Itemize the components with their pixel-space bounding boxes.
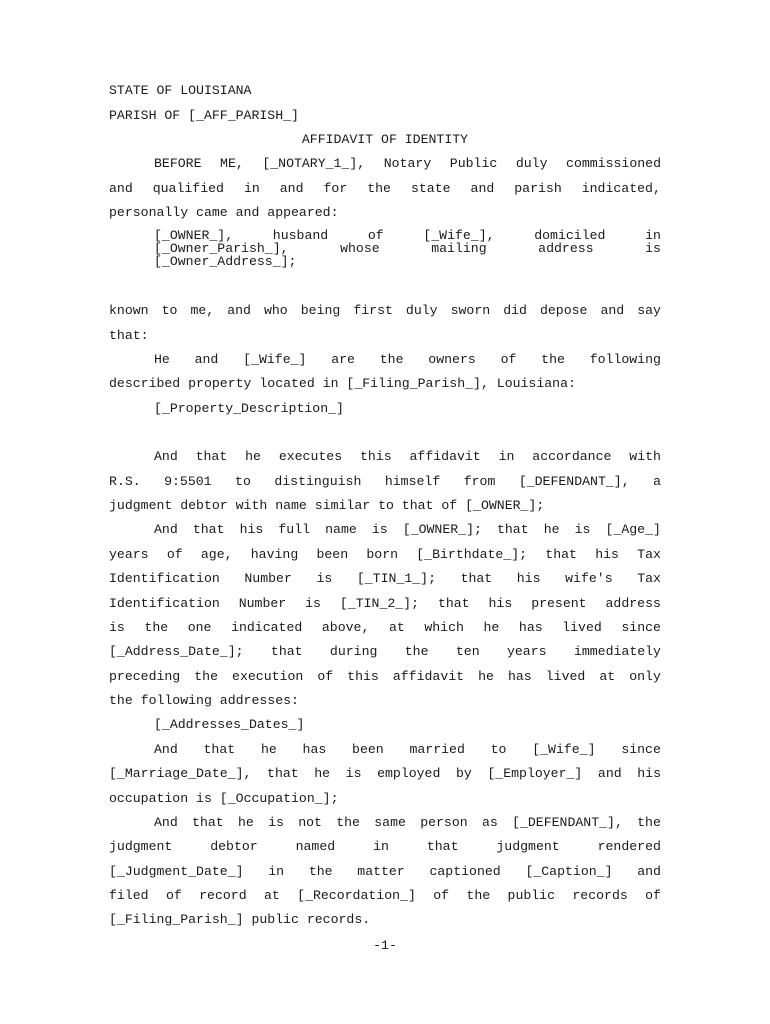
- word: his: [595, 547, 619, 562]
- word: accordance: [532, 449, 612, 464]
- word: say: [637, 303, 661, 318]
- word: since: [621, 620, 661, 635]
- paragraph-line: [109, 181, 661, 197]
- word: rendered: [597, 839, 661, 854]
- word: he: [483, 620, 500, 635]
- word: [_Marriage_Date_],: [109, 766, 252, 781]
- word: his: [488, 596, 513, 611]
- word: in: [243, 181, 260, 196]
- word: and: [227, 303, 251, 318]
- word: of: [317, 669, 334, 684]
- paragraph-line: [109, 669, 661, 685]
- word: ten: [455, 644, 480, 659]
- word: lived: [545, 669, 586, 684]
- word: 9:5501: [164, 474, 212, 489]
- word: Public: [449, 156, 498, 171]
- word: depose: [539, 303, 588, 318]
- word: address: [538, 241, 594, 256]
- word: by: [455, 766, 472, 781]
- word: the: [144, 620, 169, 635]
- word: has: [302, 742, 327, 757]
- word: person: [420, 815, 468, 830]
- word: name: [325, 522, 357, 537]
- word: been: [316, 547, 349, 562]
- word: is: [305, 596, 321, 611]
- word: that: [192, 522, 225, 537]
- word: executes: [278, 449, 343, 464]
- word: in: [373, 839, 389, 854]
- word: one: [187, 620, 212, 635]
- word: to: [490, 742, 507, 757]
- word: is: [268, 815, 284, 830]
- word: Number: [238, 596, 287, 611]
- word: present: [531, 596, 587, 611]
- word: execution: [232, 669, 304, 684]
- word: that: [426, 839, 459, 854]
- word: that: [437, 596, 470, 611]
- word: whose: [340, 241, 380, 256]
- word: husband: [272, 228, 329, 243]
- word: did: [503, 303, 527, 318]
- paragraph-line: [109, 766, 661, 782]
- word: indicated: [231, 620, 303, 635]
- word: years: [506, 644, 547, 659]
- paragraph-line: [109, 864, 661, 880]
- word: he: [478, 669, 494, 684]
- word: and: [470, 181, 495, 196]
- word: [_Wife_],: [423, 228, 495, 243]
- word: has: [507, 669, 532, 684]
- word: the: [541, 352, 565, 367]
- paragraph-line: [154, 449, 661, 465]
- word: that: [267, 766, 299, 781]
- word: matter: [357, 864, 405, 879]
- word: is: [371, 522, 388, 537]
- word: [_TIN_2_];: [339, 596, 420, 611]
- word: he: [237, 815, 254, 830]
- word: full: [278, 522, 311, 537]
- word: for: [323, 181, 348, 196]
- word: [_OWNER_];: [402, 522, 482, 537]
- state-heading: STATE OF LOUISIANA: [109, 83, 252, 98]
- paragraph-line: described property located in [_Filing_Parish_], Louisiana:: [109, 376, 576, 391]
- word: his: [239, 522, 264, 537]
- word: record: [199, 888, 247, 903]
- paragraph-line: [109, 571, 661, 587]
- word: who: [263, 303, 288, 318]
- word: having: [250, 547, 299, 562]
- word: that: [460, 571, 493, 586]
- document-title: AFFIDAVIT OF IDENTITY: [301, 132, 469, 147]
- word: lived: [562, 620, 602, 635]
- paragraph-line: [109, 620, 661, 636]
- word: first: [353, 303, 393, 318]
- word: Identification: [109, 571, 220, 586]
- word: distinguish: [274, 474, 362, 489]
- word: are: [331, 352, 355, 367]
- word: owners: [428, 352, 476, 367]
- word: at: [599, 669, 616, 684]
- word: that: [545, 547, 577, 562]
- word: since: [621, 742, 661, 757]
- word: [_Employer_]: [487, 766, 583, 781]
- word: to: [161, 303, 178, 318]
- paragraph-line: that:: [109, 328, 149, 343]
- word: debtor: [210, 839, 258, 854]
- word: And: [154, 815, 178, 830]
- paragraph-line: [109, 596, 661, 612]
- word: [_NOTARY_1_],: [262, 156, 366, 171]
- word: been: [352, 742, 384, 757]
- paragraph-line: [109, 303, 661, 319]
- word: parish: [514, 181, 562, 196]
- word: the: [466, 888, 491, 903]
- word: records: [572, 888, 628, 903]
- word: and: [600, 303, 625, 318]
- paragraph-line: [109, 474, 661, 490]
- word: following: [589, 352, 661, 367]
- owner-block-line: [_Owner_Address_];: [154, 254, 297, 269]
- word: is: [316, 571, 333, 586]
- word: public: [507, 888, 556, 903]
- word: in: [645, 228, 661, 243]
- word: wife's: [565, 571, 613, 586]
- word: BEFORE: [154, 156, 202, 171]
- word: Identification: [109, 596, 220, 611]
- word: and: [109, 181, 133, 196]
- word: address: [605, 596, 661, 611]
- paragraph-line: [154, 156, 661, 172]
- word: in: [498, 449, 515, 464]
- word: is: [645, 241, 661, 256]
- word: of: [166, 547, 183, 562]
- word: known: [109, 303, 149, 318]
- word: has: [518, 620, 543, 635]
- word: born: [366, 547, 399, 562]
- word: [_Address_Date_];: [109, 644, 244, 659]
- word: captioned: [429, 864, 501, 879]
- paragraph-line: occupation is [_Occupation_];: [109, 791, 339, 806]
- word: is: [345, 766, 362, 781]
- word: himself: [384, 474, 441, 489]
- word: [_Owner_Parish_],: [154, 241, 289, 256]
- word: that: [496, 522, 529, 537]
- word: [_TIN_1_];: [356, 571, 436, 586]
- word: and: [637, 864, 661, 879]
- word: Tax: [637, 547, 661, 562]
- word: not: [298, 815, 322, 830]
- paragraph-line: [154, 742, 661, 758]
- word: judgment: [496, 839, 560, 854]
- word: and: [597, 766, 622, 781]
- word: affidavit: [409, 449, 481, 464]
- word: he: [245, 449, 261, 464]
- word: as: [481, 815, 498, 830]
- word: the: [379, 352, 404, 367]
- word: is: [109, 620, 125, 635]
- word: And: [154, 742, 178, 757]
- word: which: [424, 620, 464, 635]
- word: judgment: [109, 839, 173, 854]
- word: same: [374, 815, 406, 830]
- paragraph-line: [109, 839, 661, 855]
- word: And: [154, 522, 178, 537]
- paragraph-line: [154, 815, 661, 831]
- paragraph-line: [154, 522, 661, 538]
- word: that: [270, 644, 303, 659]
- word: at: [388, 620, 405, 635]
- word: state: [410, 181, 451, 196]
- word: [_Wife_]: [243, 352, 307, 367]
- paragraph-line: [109, 888, 661, 904]
- word: is: [574, 522, 591, 537]
- word: preceding: [109, 669, 181, 684]
- word: of: [645, 888, 661, 903]
- property-description: [_Property_Description_]: [154, 401, 344, 416]
- word: commissioned: [566, 156, 661, 171]
- word: qualified: [152, 181, 224, 196]
- paragraph-line: [109, 547, 661, 563]
- word: named: [295, 839, 336, 854]
- word: [_Birthdate_];: [416, 547, 528, 562]
- word: the: [637, 815, 661, 830]
- addresses-dates: [_Addresses_Dates_]: [154, 717, 305, 732]
- word: immediately: [573, 644, 661, 659]
- word: with: [629, 449, 661, 464]
- word: he: [543, 522, 560, 537]
- word: his: [637, 766, 661, 781]
- word: Number: [244, 571, 292, 586]
- word: [_Judgment_Date_]: [109, 864, 244, 879]
- word: this: [347, 669, 379, 684]
- word: of: [433, 888, 450, 903]
- word: of: [500, 352, 517, 367]
- word: the: [367, 181, 391, 196]
- paragraph-line: judgment debtor with name similar to that of [_OWNER_];: [109, 498, 545, 513]
- word: He: [154, 352, 170, 367]
- word: and: [279, 181, 304, 196]
- word: Tax: [637, 571, 661, 586]
- word: the: [194, 669, 219, 684]
- word: age,: [200, 547, 233, 562]
- page-number: -1-: [373, 938, 397, 953]
- word: he: [260, 742, 277, 757]
- word: above,: [321, 620, 370, 635]
- word: he: [314, 766, 331, 781]
- word: mailing: [431, 241, 487, 256]
- paragraph-line: personally came and appeared:: [109, 205, 339, 220]
- word: affidavit: [392, 669, 465, 684]
- word: indicated,: [581, 181, 661, 196]
- word: in: [268, 864, 285, 879]
- word: [_Age_]: [605, 522, 661, 537]
- word: [_Wife_]: [532, 742, 596, 757]
- word: of: [165, 888, 182, 903]
- word: duly: [515, 156, 548, 171]
- word: married: [409, 742, 465, 757]
- word: during: [329, 644, 378, 659]
- word: me,: [190, 303, 215, 318]
- word: domiciled: [534, 228, 606, 243]
- word: this: [359, 449, 392, 464]
- word: duly: [405, 303, 438, 318]
- word: [_Caption_]: [525, 864, 613, 879]
- word: And: [154, 449, 178, 464]
- word: ME,: [220, 156, 244, 171]
- word: his: [516, 571, 541, 586]
- parish-heading: PARISH OF [_AFF_PARISH_]: [109, 108, 299, 123]
- paragraph-line: [_Filing_Parish_] public records.: [109, 912, 371, 927]
- word: that: [195, 449, 228, 464]
- word: at: [263, 888, 280, 903]
- word: employed: [377, 766, 441, 781]
- word: the: [308, 864, 333, 879]
- word: that: [203, 742, 236, 757]
- word: [_Recordation_]: [297, 888, 416, 903]
- word: [_DEFENDANT_],: [512, 815, 623, 830]
- paragraph-line: the following addresses:: [109, 693, 299, 708]
- word: of: [367, 228, 384, 243]
- word: from: [463, 474, 496, 489]
- word: a: [653, 474, 661, 489]
- word: [_OWNER_],: [154, 228, 234, 243]
- word: the: [336, 815, 360, 830]
- word: and: [194, 352, 219, 367]
- word: R.S.: [109, 474, 141, 489]
- word: the: [404, 644, 429, 659]
- word: only: [629, 669, 661, 684]
- paragraph-line: [154, 352, 661, 368]
- word: being: [300, 303, 341, 318]
- word: that: [192, 815, 224, 830]
- word: sworn: [450, 303, 491, 318]
- word: filed: [109, 888, 149, 903]
- word: years: [109, 547, 149, 562]
- word: to: [235, 474, 251, 489]
- paragraph-line: [109, 644, 661, 660]
- word: Notary: [383, 156, 432, 171]
- word: [_DEFENDANT_],: [518, 474, 630, 489]
